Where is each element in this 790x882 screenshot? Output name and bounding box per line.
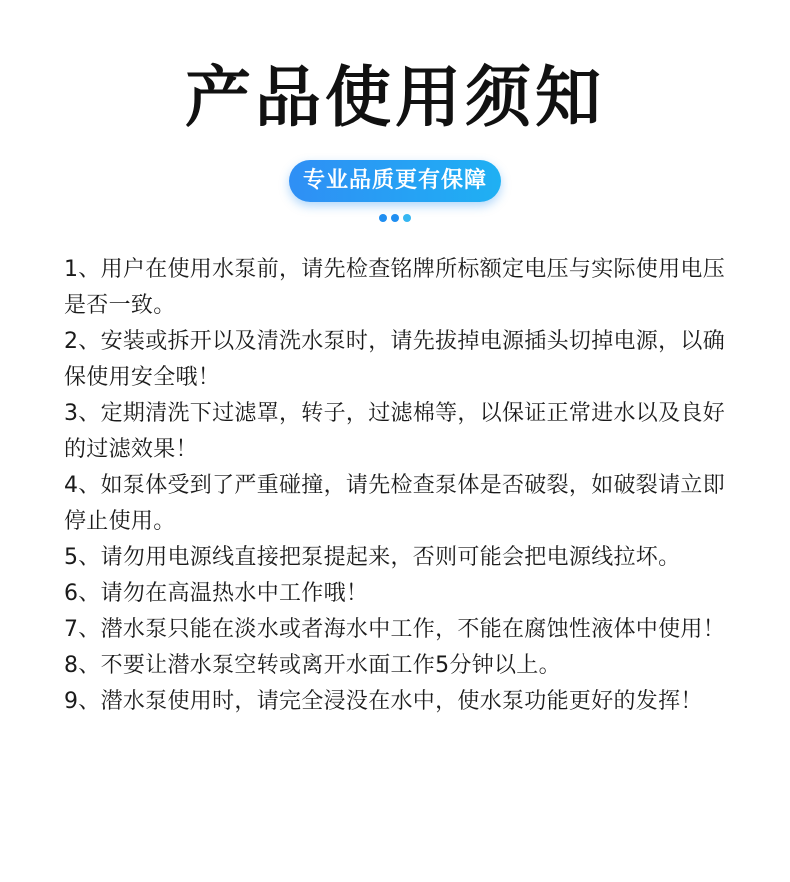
quality-badge: 专业品质更有保障 bbox=[289, 160, 501, 202]
dot-icon bbox=[403, 214, 411, 222]
note-item: 2、安装或拆开以及清洗水泵时，请先拔掉电源插头切掉电源，以确保使用安全哦！ bbox=[64, 329, 725, 390]
note-item: 5、请勿用电源线直接把泵提起来，否则可能会把电源线拉坏。 bbox=[64, 545, 681, 570]
dot-icon bbox=[391, 214, 399, 222]
note-item: 4、如泵体受到了严重碰撞，请先检查泵体是否破裂，如破裂请立即停止使用。 bbox=[64, 473, 725, 534]
note-item: 6、请勿在高温热水中工作哦！ bbox=[64, 581, 369, 606]
decorative-dots bbox=[0, 214, 790, 222]
note-item: 3、定期清洗下过滤罩，转子，过滤棉等，以保证正常进水以及良好的过滤效果！ bbox=[64, 401, 725, 462]
note-item: 9、潜水泵使用时，请完全浸没在水中，使水泵功能更好的发挥！ bbox=[64, 689, 703, 714]
note-item: 7、潜水泵只能在淡水或者海水中工作，不能在腐蚀性液体中使用！ bbox=[64, 617, 725, 642]
page-title: 产品使用须知 bbox=[185, 59, 605, 136]
note-item: 8、不要让潜水泵空转或离开水面工作5分钟以上。 bbox=[64, 653, 561, 678]
usage-notes-list bbox=[64, 252, 734, 720]
badge-wrapper bbox=[0, 160, 790, 202]
note-item: 1、用户在使用水泵前，请先检查铭牌所标额定电压与实际使用电压是否一致。 bbox=[64, 257, 725, 318]
dot-icon bbox=[379, 214, 387, 222]
